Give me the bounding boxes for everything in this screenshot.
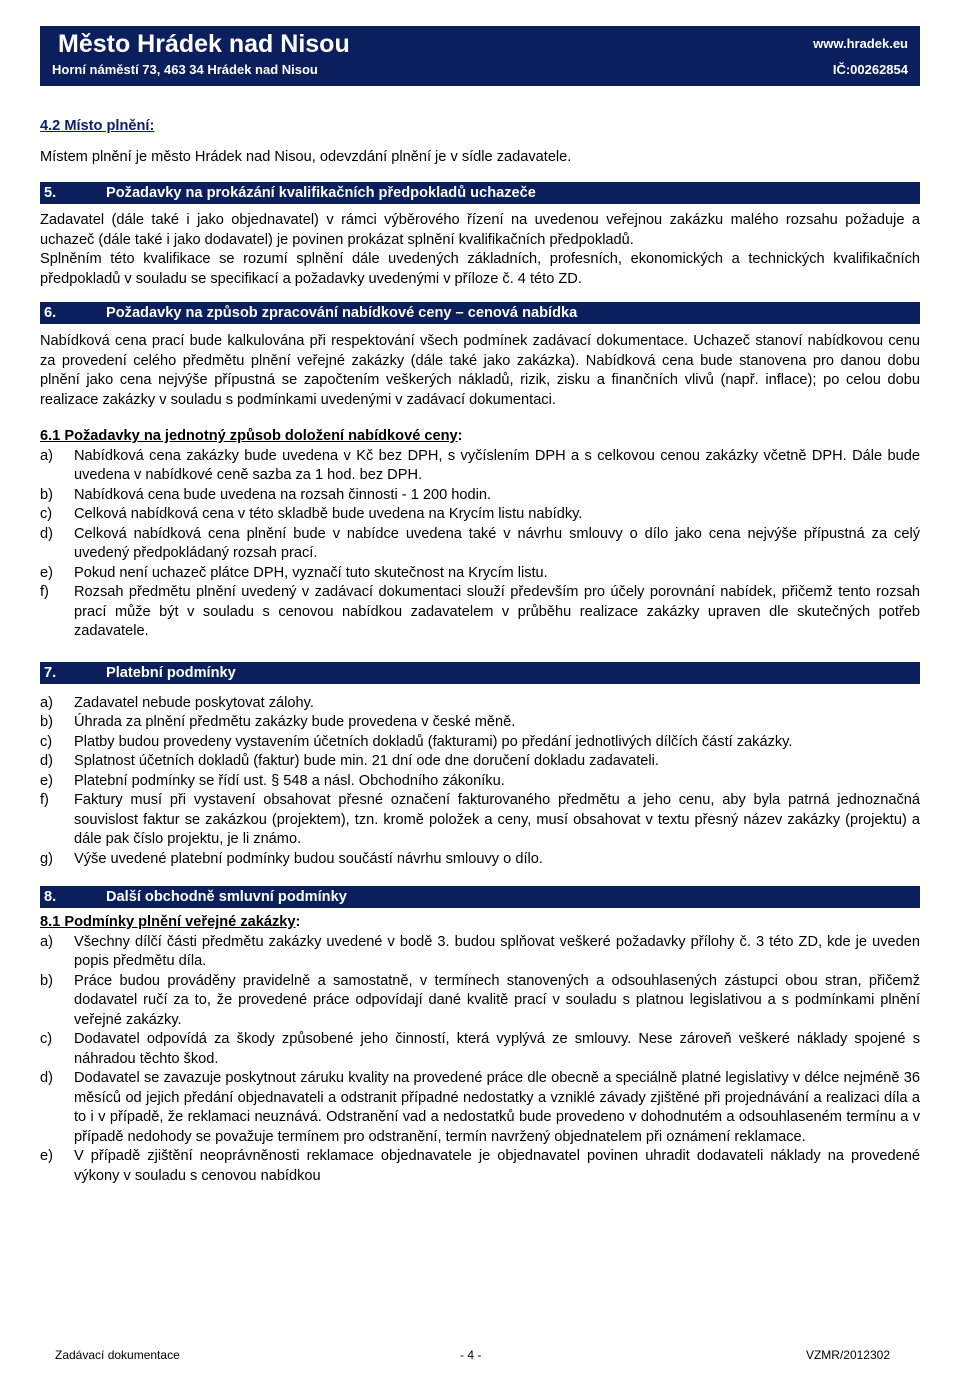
list-letter: d) [40,753,53,769]
section-4-2-heading: 4.2 Místo plnění: [40,118,155,134]
list-letter: b) [40,972,53,989]
section-5-title: Požadavky na prokázání kvalifikačních předpokladů uchazeče [106,185,536,201]
list-letter: e) [40,564,53,581]
list-text: Celková nabídková cena v této skladbě bude uvedena na Krycím listu nabídky. [74,506,583,522]
list-text: Úhrada za plnění předmětu zakázky bude provedena v české měně. [74,714,516,730]
list-letter: e) [40,772,53,789]
list-letter: c) [40,506,53,522]
section-8-heading [40,886,920,908]
list-letter: e) [40,1148,53,1164]
list-item [40,791,920,850]
list-text: Výše uvedené platební podmínky budou součástí návrhu smlouvy o dílo. [74,850,543,867]
list-letter: a) [40,447,53,464]
list-item [40,972,920,1031]
municipality-address: Horní náměstí 73, 463 34 Hrádek nad Nisou [52,62,318,77]
list-text: Splatnost účetních dokladů (faktur) bude min. 21 dní ode dne doručení dokladu zadavateli. [74,753,659,769]
letterhead [40,0,920,95]
list-item [40,694,920,714]
list-text: Zadavatel nebude poskytovat zálohy. [74,694,314,711]
section-8-1-colon: : [295,914,301,930]
section-8-1-heading [40,913,920,933]
section-6-title: Požadavky na způsob zpracování nabídkové ceny – cenová nabídka [106,305,578,321]
section-8-1-list [40,933,920,1187]
list-item [40,713,920,733]
municipality-name: Město Hrádek nad Nisou [52,30,356,59]
footer-reference: VZMR/2012302 [805,1348,890,1362]
list-item [40,486,920,506]
list-text: Nabídková cena zakázky bude uvedena v Kč bez DPH, s vyčíslením DPH a s celkovou cenou zakázky včetně DPH. Dále bude uvedena v nabídkové ceně sazba za 1 hod. bez DPH. [74,447,920,483]
section-7-title: Platební podmínky [106,664,236,681]
list-text: Rozsah předmětu plnění uvedený v zadávací dokumentaci slouží především pro účely porovnání nabídek, přičemž tento rozsah prací může být v souladu s cenovou nabídkou zadavatelem v průběhu realizace zakázky upraven dle skutečných potřeb zadavatele. [74,584,920,639]
list-text: V případě zjištění neoprávněnosti reklamace objednavatele je objednavatel povinen uhradit dodavateli náklady na provedené výkony v souladu s cenovou nabídkou [74,1148,920,1184]
list-letter: a) [40,933,53,950]
list-letter: d) [40,1070,53,1086]
section-5-paragraph-2: Splněním této kvalifikace se rozumí splnění dále uvedených základních, profesních, ekonomických a technických kvalifikačních předpokladů v souladu se specifikací a požadavky uvedenými v příloze č. 4 této ZD. [40,251,920,287]
section-7-list [40,694,920,870]
list-letter: d) [40,525,53,542]
list-letter: f) [40,792,49,808]
section-6-heading [40,302,920,324]
document-body [40,110,920,1186]
list-item [40,1069,920,1147]
page-number: - 4 - [460,1348,482,1362]
list-letter: f) [40,584,49,600]
section-8-number: 8. [44,889,57,905]
list-item [40,447,920,486]
list-item [40,850,920,870]
section-6-1-heading [40,427,920,447]
list-letter: c) [40,733,53,750]
list-item [40,525,920,564]
municipality-ico: IČ:00262854 [832,62,908,77]
section-7-number: 7. [44,664,57,681]
list-text: Pokud není uchazeč plátce DPH, vyznačí tuto skutečnost na Krycím listu. [74,564,548,581]
section-6-1-list [40,447,920,642]
list-text: Nabídková cena bude uvedena na rozsah činnosti - 1 200 hodin. [74,486,492,503]
footer-document-name: Zadávací dokumentace [55,1348,180,1362]
list-item [40,1147,920,1186]
list-item [40,583,920,642]
list-text: Platby budou provedeny vystavením účetních dokladů (fakturami) po předání jednotlivých dílčích částí zakázky. [74,733,793,750]
list-item [40,772,920,792]
section-6-number: 6. [44,305,57,321]
section-5-number: 5. [44,185,57,201]
list-item [40,505,920,525]
list-item [40,752,920,772]
list-letter: c) [40,1031,53,1047]
page-footer [55,1348,890,1368]
municipality-website[interactable]: www.hradek.eu [813,36,908,51]
list-text: Práce budou prováděny pravidelně a samostatně, v termínech stanovených a odsouhlasených zástupci obou stran, přičemž dodavatel ručí za to, že provedené práce odpovídají dané kvalitě prací v souladu s platnou legislativou a s podmínkami plnění veřejné zakázky. [74,972,920,1028]
list-letter: a) [40,694,53,711]
list-text: Faktury musí při vystavení obsahovat přesné označení fakturovaného předmětu a jeho cenu, aby byla patrná jednoznačná souvislost faktur se zakázkou (projektem), tzn. kromě položek a ceny, musí obsahovat v textu přesný název zakázky (projektu) a dále pak číslo projektu, je li známo. [74,792,920,847]
section-5-paragraph-1: Zadavatel (dále také i jako objednavatel) v rámci výběrového řízení na uvedenou veřejnou zakázku malého rozsahu požaduje a uchazeč (dále také i jako dodavatel) je povinen prokázat splnění kvalifikačních předpokladů. [40,212,920,248]
section-7-heading [40,662,920,684]
list-letter: b) [40,714,53,730]
list-item [40,1030,920,1069]
list-text: Všechny dílčí části předmětu zakázky uvedené v bodě 3. budou splňovat veškeré požadavky přílohy č. 3 této ZD, kde je uveden popis předmětu díla. [74,933,920,969]
section-8-title: Další obchodně smluvní podmínky [106,889,347,905]
section-8-1-title: 8.1 Podmínky plnění veřejné zakázky [40,914,296,930]
list-item [40,564,920,584]
list-text: Platební podmínky se řídí ust. § 548 a násl. Obchodního zákoníku. [74,772,505,789]
list-item [40,733,920,753]
list-item [40,933,920,972]
section-5-heading [40,182,920,204]
section-4-2-text: Místem plnění je město Hrádek nad Nisou, odevzdání plnění je v sídle zadavatele. [40,148,572,165]
list-letter: g) [40,850,53,867]
list-text: Dodavatel se zavazuje poskytnout záruku kvality na provedené práce dle obecně a speciálně platné legislativy v délce nejméně 36 měsíců od jejich předání objednavateli a odstranit případné nedostatky a vzniklé závady zjištěné při projednávání a realizaci díla a to i v případě, že reklamaci neuznává. Odstranění vad a nedostatků bude provedeno v dohodnutém a odsouhlaseném termínu a v případě nedohody se považuje termínem pro odstranění, termín navržený objednatelem při oznámení reklamace. [74,1070,920,1145]
section-6-1-title: 6.1 Požadavky na jednotný způsob doložení nabídkové ceny [40,428,458,444]
list-letter: b) [40,486,53,503]
list-text: Celková nabídková cena plnění bude v nabídce uvedena také v návrhu smlouvy o dílo jako cena nejvýše přípustná za celý uvedený předpokládaný rozsah prací. [74,525,920,561]
list-text: Dodavatel odpovídá za škody způsobené jeho činností, která vyplývá ze smlouvy. Nese zároveň veškeré náklady spojené s náhradou těchto škod. [74,1031,920,1067]
section-6-paragraph: Nabídková cena prací bude kalkulována při respektování všech podmínek zadávací dokumentace. Uchazeč stanoví nabídkovou cenu za provedení celého předmětu plnění veřejné zakázky (dále také jako zakázka). Nabídková cena bude stanovena pro danou dobu plnění jako cena nejvýše přípustná se započtením veškerých nákladů, rizik, zisku a finančních vlivů (např. inflace); po celou dobu realizace zakázky v souladu s podmínkami uvedenými v zadávací dokumentaci. [40,333,920,408]
section-6-1-colon: : [457,428,463,444]
